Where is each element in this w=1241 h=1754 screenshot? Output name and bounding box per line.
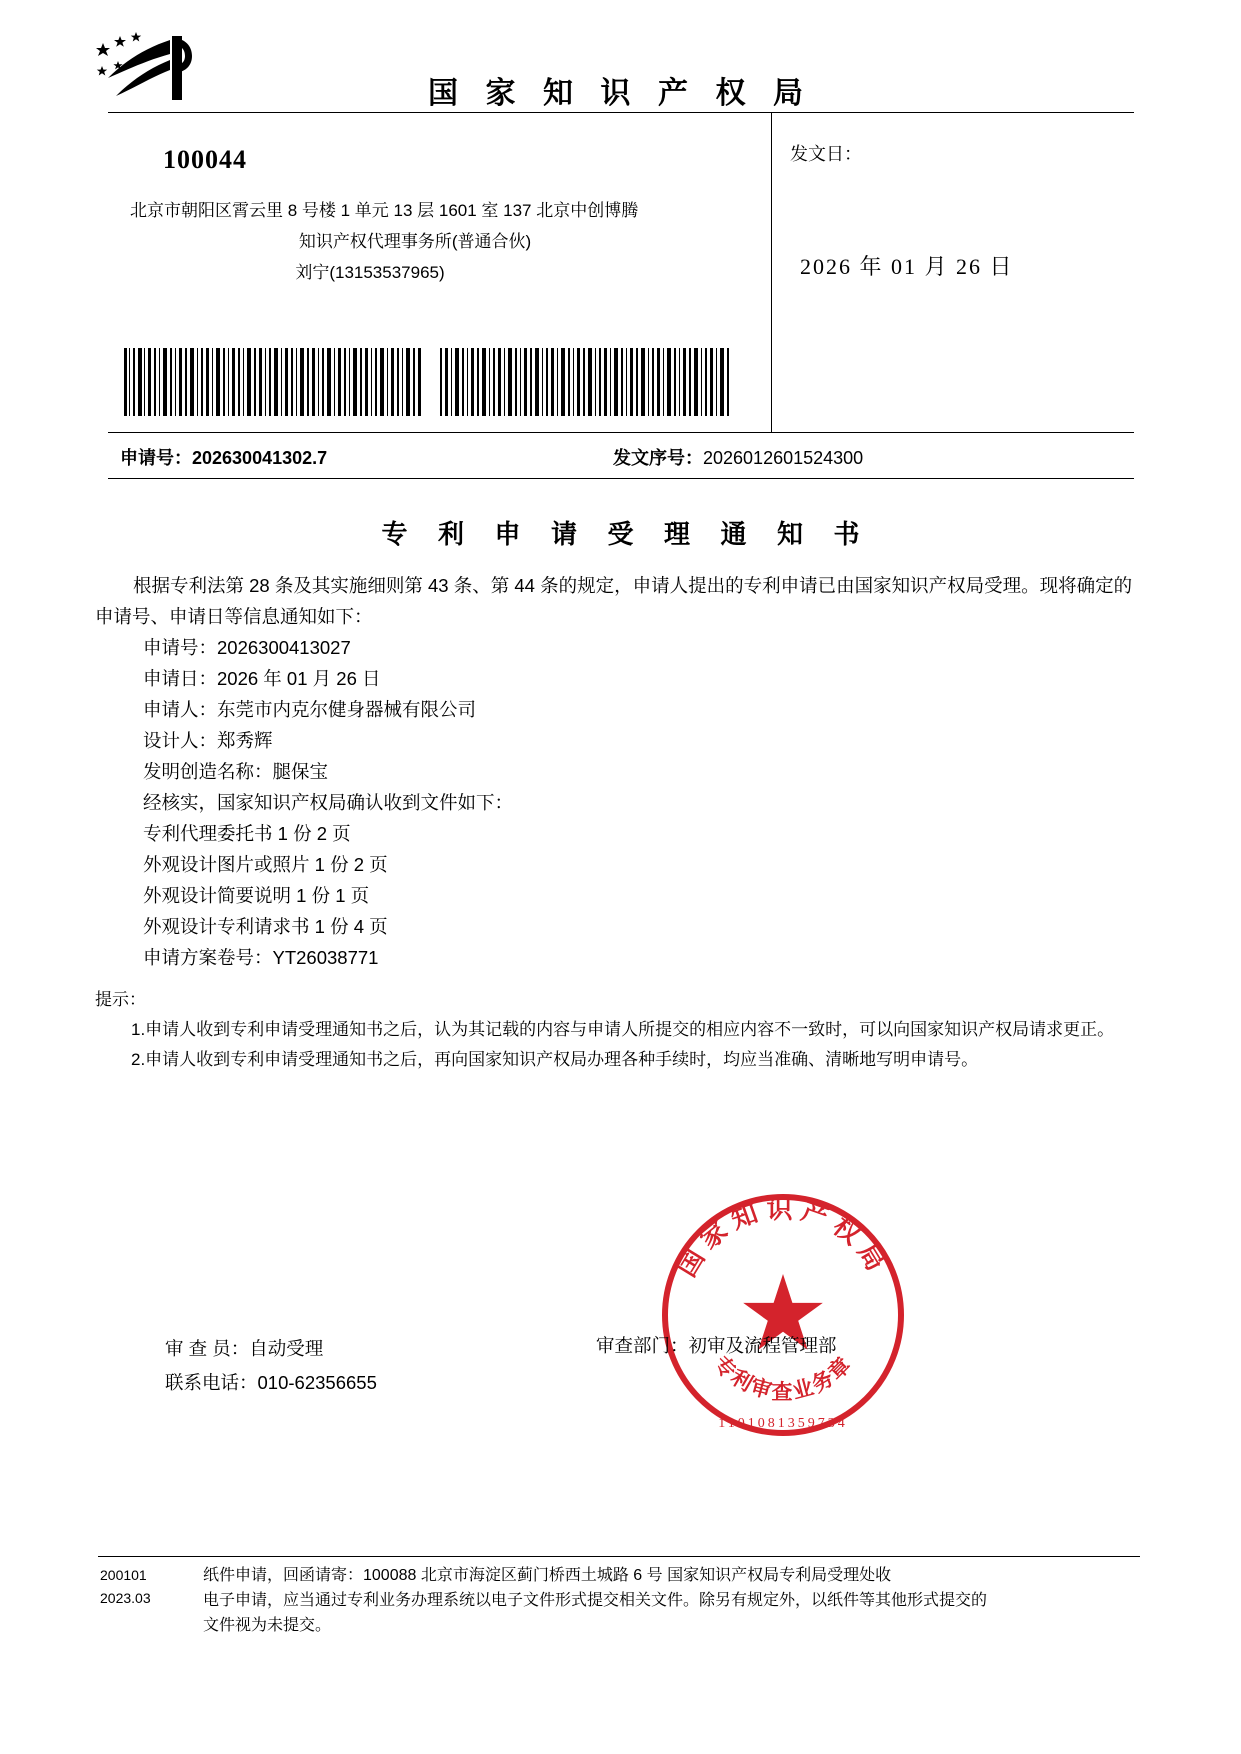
field-application-number: 申请号：2026300413027 [143,637,351,658]
notice-paragraph: 根据专利法第 28 条及其实施细则第 43 条、第 44 条的规定，申请人提出的专利申请已由国家知识产权局受理。现将确定的申请号、申请日等信息通知如下： [95,575,1133,627]
examiner-line [165,1332,377,1366]
notice-fields [95,632,1138,973]
divider-footer [98,1556,1140,1557]
tips-item-2: 2.申请人收到专利申请受理通知书之后，再向国家知识产权局办理各种手续时，均应当准确、清晰地写明申请号。 [131,1050,979,1069]
divider-vertical [771,112,772,432]
contact-phone-value: 010-62356655 [257,1372,377,1393]
field-applicant: 申请人：东莞市内克尔健身器械有限公司 [143,699,477,720]
examiner-value: 自动受理 [249,1338,324,1359]
footer-line-2: 电子申请，应当通过专利业务办理系统以电子文件形式提交相关文件。除另有规定外，以纸件等其他形式提交的 [203,1592,988,1609]
notice-tips [95,985,1138,1075]
field-designer: 设计人：郑秀辉 [143,730,273,751]
field-document-design-request: 外观设计专利请求书 1 份 4 页 [143,916,388,937]
tips-label: 提示： [95,990,146,1009]
divider-top [108,112,1134,113]
issue-date-label: 发文日： [790,144,862,164]
field-documents-intro: 经核实，国家知识产权局确认收到文件如下： [143,792,514,813]
notice-body [95,570,1138,973]
footer-line-3: 文件视为未提交。 [203,1617,332,1634]
footer-text [203,1563,1083,1638]
svg-text:专利审查业务章: 专利审查业务章 [709,1351,857,1404]
footer-code-version: 2023.03 [100,1590,151,1606]
department-value: 初审及流程管理部 [688,1335,837,1356]
field-application-date: 申请日：2026 年 01 月 26 日 [143,668,381,689]
field-invention-name: 发明创造名称：腿保宝 [143,761,329,782]
application-number-label: 申请号： [120,448,192,468]
field-document-design-drawings: 外观设计图片或照片 1 份 2 页 [143,854,388,875]
contact-phone-label: 联系电话： [165,1372,258,1393]
examiner-label: 审 查 员： [165,1338,250,1359]
divider-middle [108,432,1134,433]
recipient-address-line-3: 刘宁(13153537965) [295,263,445,282]
contact-phone-line [165,1366,377,1400]
document-sequence-value: 2026012601524300 [703,448,864,468]
issue-date-value: 2026 年 01 月 26 日 [800,254,1014,279]
recipient-address [120,195,750,288]
recipient-address-line-1: 北京市朝阳区霄云里 8 号楼 1 单元 13 层 1601 室 137 北京中创博腾 [130,201,639,220]
document-header [0,26,1241,110]
divider-below-numbers [108,478,1134,479]
tips-item-1: 1.申请人收到专利申请受理通知书之后，认为其记载的内容与申请人所提交的相应内容不一致时，可以向国家知识产权局请求更正。 [131,1020,1115,1039]
application-number-value: 202630041302.7 [192,448,328,468]
field-document-power-of-attorney: 专利代理委托书 1 份 2 页 [143,823,351,844]
field-case-volume-number: 申请方案卷号：YT26038771 [143,947,379,968]
application-number [120,444,327,470]
footer-code-form: 200101 [100,1567,147,1583]
department-block [596,1332,837,1358]
notice-title: 专 利 申 请 受 理 通 知 书 [381,520,872,549]
official-seal [658,1190,908,1440]
svg-text:国家知识产权局: 国家知识产权局 [671,1195,895,1282]
footer-line-1: 纸件申请，回函请寄：100088 北京市海淀区蓟门桥西土城路 6 号 国家知识产权局专利局受理处收 [203,1567,892,1584]
field-document-design-brief: 外观设计简要说明 1 份 1 页 [143,885,370,906]
footer-codes [100,1564,151,1610]
recipient-address-line-2: 知识产权代理事务所(普通合伙) [298,232,532,251]
examiner-block [165,1332,377,1400]
page-title: 国 家 知 识 产 权 局 [428,77,813,110]
document-sequence-label: 发文序号： [613,448,703,468]
department-label: 审查部门： [596,1335,689,1356]
barcode-document-sequence [440,348,730,416]
barcode-application [124,348,424,416]
recipient-postcode: 100044 [163,145,247,174]
document-sequence-number [613,444,863,470]
svg-text:1101081359734: 1101081359734 [718,1416,848,1431]
